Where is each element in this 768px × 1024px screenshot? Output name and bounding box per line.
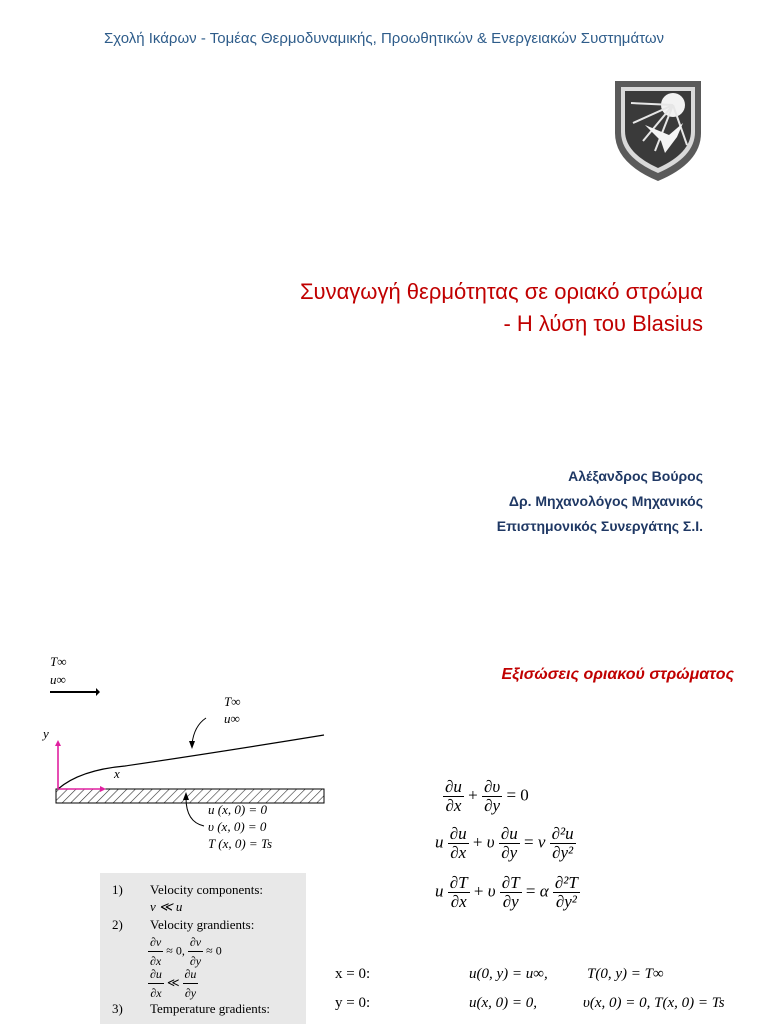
bc-row-2-location: y = 0: — [335, 995, 371, 1011]
wall-bc-velocity-v: υ (x, 0) = 0 — [208, 819, 267, 834]
author-block — [497, 464, 703, 539]
velocity-gradient-expression: $\frac{\partial v}{\partial x}$ ≈ 0, $\frac{\partial v}{\partial y}$ ≈ 0 — [150, 935, 222, 968]
presentation-title — [300, 276, 703, 340]
title-line-1: Συναγωγή θερμότητας σε οριακό στρώμα — [299, 279, 703, 304]
inlet-temperature-label: T∞ — [50, 654, 67, 669]
assumption-2-title: Velocity grandients: — [150, 917, 255, 932]
bc-row-2-rest: υ(x, 0) = 0, T(x, 0) = Ts — [583, 995, 725, 1011]
edge-velocity-label: u∞ — [224, 711, 240, 726]
inlet-velocity-label: u∞ — [50, 672, 66, 687]
boundary-conditions — [335, 960, 760, 1024]
bc-row-1-velocity: u(0, y) = u∞, — [469, 966, 548, 982]
author-name: Αλέξανδρος Βούρος — [568, 468, 703, 484]
assumption-3-title: Temperature gradients: — [150, 1001, 271, 1016]
x-axis-label: x — [114, 766, 120, 781]
assumption-3-number: 3) — [112, 1001, 123, 1016]
boundary-layer-diagram — [30, 648, 330, 858]
continuity-equation: $\frac{\partial u}{\partial x}$ + $\frac{\partial\upsilon}{\partial y}$ = 0 — [445, 777, 529, 815]
assumption-1-expression: v ≪ u — [150, 899, 183, 914]
bc-row-1-location: x = 0: — [335, 966, 371, 982]
wall-bc-temperature: T (x, 0) = Ts — [208, 836, 273, 851]
momentum-equation: u $\frac{\partial u}{\partial x}$ + υ $\frac{\partial u}{\partial y}$ = ν $\frac{\text{∂²u}}{\text{∂y²}}$ — [435, 824, 574, 862]
y-axis-label: y — [43, 726, 49, 741]
equations-heading: Εξισώσεις οριακού στρώματος — [501, 666, 734, 683]
assumptions-box — [100, 873, 306, 1024]
bc-row-1-temperature: T(0, y) = T∞ — [587, 966, 664, 982]
thermal-diffusivity: α — [539, 881, 549, 901]
author-position: Επιστημονικός Συνεργάτης Σ.Ι. — [496, 518, 703, 534]
diagram-drawing — [30, 648, 330, 858]
assumption-1-number: 1) — [112, 882, 123, 897]
shield-logo-icon — [611, 75, 705, 183]
energy-equation: u $\frac{\partial T}{\partial x}$ + υ $\frac{\partial T}{\partial y}$ = α $\frac{\text{∂²T}}{\text{∂y²}}$ — [435, 873, 578, 911]
header-text: Σχολή Ικάρων - Τομέας Θερμοδυναμικής, Προωθητικών & Ενεργειακών Συστημάτων — [103, 30, 665, 47]
author-role: Δρ. Μηχανολόγος Μηχανικός — [508, 493, 703, 509]
velocity-gradient-expression-2: $\frac{\partial u}{\partial x}$ ≪ $\frac{\partial u}{\partial y}$ — [150, 967, 197, 1000]
assumption-1-title: Velocity components: — [150, 882, 264, 897]
continuity-rhs: = 0 — [506, 785, 529, 805]
bc-row-2-velocity: u(x, 0) = 0, — [469, 995, 538, 1011]
title-line-2: - Η λύση του Blasius — [503, 311, 703, 336]
assumption-2-number: 2) — [112, 917, 123, 932]
kinematic-viscosity: ν — [537, 832, 546, 852]
wall-bc-velocity-u: u (x, 0) = 0 — [208, 802, 267, 817]
edge-temperature-label: T∞ — [224, 694, 241, 709]
